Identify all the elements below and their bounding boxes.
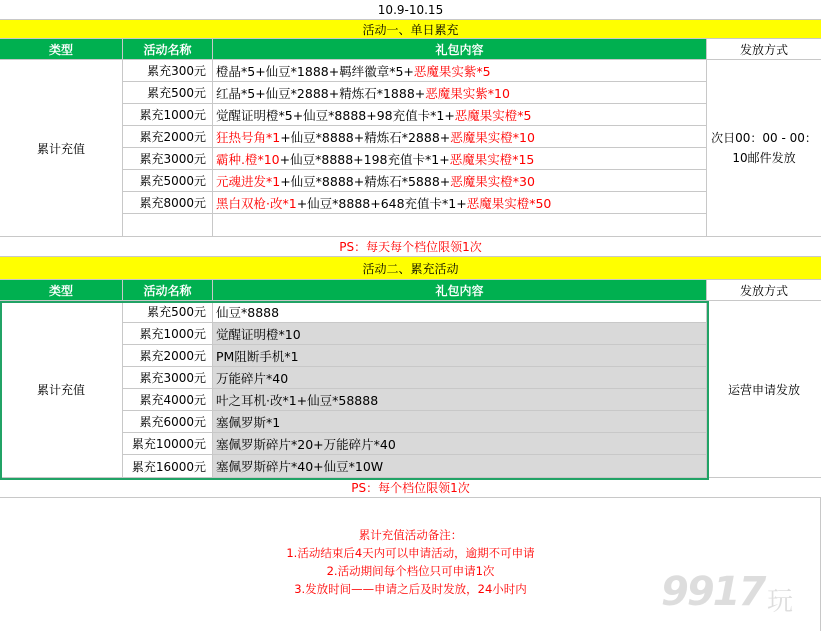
activity2-type-cell [0, 301, 123, 478]
content-black: 橙晶*5+仙豆*1888+羁绊徽章*5+ [216, 63, 414, 79]
activity1-row-content[interactable] [213, 170, 707, 192]
header2-name: 活动名称 [123, 280, 213, 301]
activity2-row-name[interactable]: 累充16000元 [123, 455, 213, 478]
activity2-row-content[interactable]: PM阻断手机*1 [213, 345, 707, 367]
header-type: 类型 [0, 39, 123, 60]
notes-title: 累计充值活动备注： [358, 528, 463, 542]
activity1-row-content[interactable] [213, 104, 707, 126]
activity2-row [0, 455, 821, 478]
activity1-row-name[interactable]: 累充5000元 [123, 170, 213, 192]
content-black: 觉醒证明橙*5+仙豆*8888+98充值卡*1+ [216, 107, 455, 123]
activity1-row [0, 104, 821, 126]
activity1-row-content[interactable] [213, 214, 707, 237]
content-red: 恶魔果实橙*10 [450, 129, 535, 145]
activity2-method-text: 运营申请发放 [727, 382, 800, 397]
activity1-type-cell [0, 60, 123, 237]
content-red-prefix: 狂热号角*1 [216, 129, 281, 145]
activity2-row-name[interactable]: 累充4000元 [123, 389, 213, 411]
activity2-row-name[interactable]: 累充3000元 [123, 367, 213, 389]
activity1-row [0, 192, 821, 214]
notes-item-1: 1.活动结束后4天内可以申请活动，逾期不可申请 [286, 546, 535, 560]
header2-content: 礼包内容 [213, 280, 707, 301]
activity1-row-name[interactable]: 累充1000元 [123, 104, 213, 126]
activity1-row-content[interactable] [213, 148, 707, 170]
activity2-row-content[interactable]: 塞佩罗斯*1 [213, 411, 707, 433]
site-watermark-logo [657, 567, 807, 623]
activity2-row-name[interactable]: 累充1000元 [123, 323, 213, 345]
activity1-method-line1: 次日00：00 - 00： [711, 131, 817, 145]
content-red-prefix: 元魂进发*1 [216, 173, 281, 189]
header2-method: 发放方式 [707, 280, 821, 301]
content-red: 恶魔果实紫*5 [413, 63, 491, 79]
activity1-row-content[interactable] [213, 60, 707, 82]
activity1-title-row [0, 20, 821, 39]
activity1-row-content[interactable] [213, 82, 707, 104]
header-method: 发放方式 [707, 39, 821, 60]
activity2-row-name[interactable]: 累充2000元 [123, 345, 213, 367]
activity1-row-name[interactable]: 累充500元 [123, 82, 213, 104]
activity1-row-content[interactable] [213, 126, 707, 148]
activity2-title-row [0, 257, 821, 280]
header2-type: 类型 [0, 280, 123, 301]
date-row [0, 0, 821, 20]
activity1-header-row [0, 39, 821, 60]
activity1-type-label: 累计充值 [36, 141, 85, 156]
content-red-prefix: 霸种.橙*10 [216, 151, 280, 167]
activity2-row [0, 367, 821, 389]
activity1-method-cell [707, 60, 821, 237]
activity2-row-name[interactable]: 累充500元 [123, 301, 213, 323]
activity1-row [0, 148, 821, 170]
notes-item-3: 3.发放时间——申请之后及时发放，24小时内 [294, 582, 527, 596]
activity2-row-content[interactable]: 觉醒证明橙*10 [213, 323, 707, 345]
content-red: 恶魔果实紫*10 [425, 85, 510, 101]
content-red: 恶魔果实橙*30 [450, 173, 535, 189]
activity2-row [0, 433, 821, 455]
activity2-row [0, 411, 821, 433]
activity1-row [0, 126, 821, 148]
activity1-row-name[interactable] [123, 214, 213, 237]
activity2-row-content[interactable]: 叶之耳机·改*1+仙豆*58888 [213, 389, 707, 411]
date-range: 10.9-10.15 [0, 0, 821, 20]
activity1-method-line2: 10邮件发放 [732, 151, 796, 165]
activity1-row-name[interactable]: 累充2000元 [123, 126, 213, 148]
activity1-row [0, 60, 821, 82]
content-red: 恶魔果实橙*5 [454, 107, 532, 123]
activity1-row-name[interactable]: 累充3000元 [123, 148, 213, 170]
activity2-ps: PS：每个档位限领1次 [0, 478, 821, 498]
activity2-row-content[interactable]: 万能碎片*40 [213, 367, 707, 389]
content-black: 红晶*5+仙豆*2888+精炼石*1888+ [216, 85, 426, 101]
activity2-title: 活动二、累充活动 [0, 257, 821, 280]
content-red-prefix: 黑白双枪·改*1 [216, 195, 297, 211]
header-name: 活动名称 [123, 39, 213, 60]
watermark-suffix: 玩 [766, 587, 793, 617]
notes-item-2: 2.活动期间每个档位只可申请1次 [326, 564, 495, 578]
header-content: 礼包内容 [213, 39, 707, 60]
activity2-row-name[interactable]: 累充6000元 [123, 411, 213, 433]
content-red: 恶魔果实橙*50 [466, 195, 552, 211]
activity2-type-label: 累计充值 [36, 382, 85, 397]
activity2-method-cell [707, 301, 821, 478]
activity2-row-content[interactable]: 塞佩罗斯碎片*20+万能碎片*40 [213, 433, 707, 455]
activity2-row [0, 301, 821, 323]
activity1-row [0, 82, 821, 104]
activity1-ps-row [0, 237, 821, 257]
activity2-row-content[interactable]: 仙豆*8888 [213, 301, 707, 323]
activity1-row [0, 170, 821, 192]
content-black: +仙豆*8888+198充值卡*1+ [279, 151, 450, 167]
activity2-row [0, 323, 821, 345]
activity1-row [0, 214, 821, 237]
content-black: +仙豆*8888+648充值卡*1+ [296, 195, 467, 211]
activity2-row [0, 389, 821, 411]
content-red: 恶魔果实橙*15 [449, 151, 535, 167]
activity2-ps-row [0, 478, 821, 498]
activity2-row-name[interactable]: 累充10000元 [123, 433, 213, 455]
activity2-row [0, 345, 821, 367]
watermark-text: 9917 [661, 569, 765, 615]
activity1-ps: PS：每天每个档位限领1次 [0, 237, 821, 257]
activity1-row-content[interactable] [213, 192, 707, 214]
activity1-row-name[interactable]: 累充300元 [123, 60, 213, 82]
activity1-row-name[interactable]: 累充8000元 [123, 192, 213, 214]
activity2-row-content[interactable]: 塞佩罗斯碎片*40+仙豆*10W [213, 455, 707, 478]
activity1-title: 活动一、单日累充 [0, 20, 821, 39]
activity2-header-row [0, 280, 821, 301]
content-black: +仙豆*8888+精炼石*5888+ [280, 173, 451, 189]
content-black: +仙豆*8888+精炼石*2888+ [280, 129, 451, 145]
